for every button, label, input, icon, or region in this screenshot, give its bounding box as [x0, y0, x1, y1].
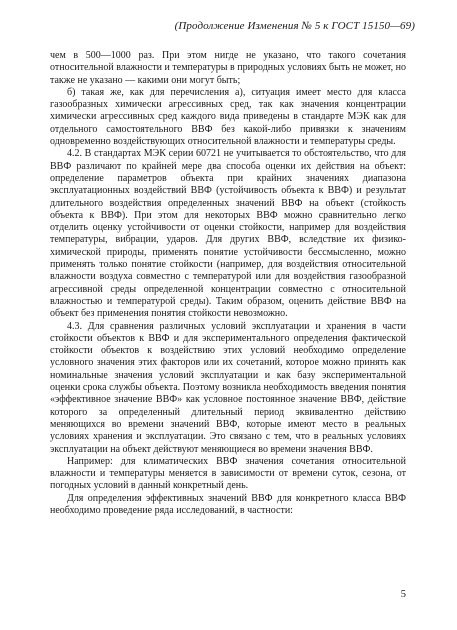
running-header: (Продолжение Изменения № 5 к ГОСТ 15150—69): [174, 20, 415, 32]
paragraph-4-2: 4.2. В стандартах МЭК серии 60721 не учитывается то обстоятельство, что для ВВФ различают по крайней мере два способа оценки их действия на объект: определение параметров объекта при крайних значениях диапазона эксплуатационных воздействий ВВФ (устойчивость объекта к ВВФ) и результат длительного воздействия определенных значений ВВФ на объект (стойкость объекта к ВВФ). При этом для некоторых ВВФ можно сравнительно легко отделить оценку устойчивости от оценки стойкости, например для воздействия температуры, вибрации, ударов. Для других ВВФ, вследствие их физико-химической природы, применять понятие устойчивости бессмысленно, можно применять только понятие стойкости (например, для воздействия относительной влажности воздуха совместно с температурой или для воздействия газообразной агрессивной среды определенной концентрации совместно с относительной влажностью и температурой среды). Таким образом, оценить действие ВВФ на объект без применения понятия стойкости невозможно.: [50, 148, 406, 320]
paragraph-research: Для определения эффективных значений ВВФ для конкретного класса ВВФ необходимо проведение ряда исследований, в частности:: [50, 492, 406, 516]
paragraph-example: Например: для климатических ВВФ значения сочетания относительной влажности и температуры меняется в зависимости от времени суток, сезона, от погодных условий в данный конкретный день.: [50, 455, 406, 492]
page-number: 5: [400, 589, 406, 600]
paragraph-continuation: чем в 500—1000 раз. При этом нигде не указано, что такого сочетания относительной влажности и температуры в природных условиях быть не может, но также не указано — какими они могут быть;: [50, 50, 406, 86]
document-body: [50, 50, 406, 517]
paragraph-item-b: б) такая же, как для перечисления а), ситуация имеет место для класса газообразных химически агрессивных сред, так как значения концентрации химически агрессивных сред каждого вида приведены в стандарте МЭК как для отдельного самостоятельного ВВФ без какой-либо привязки к значениям одновременно воздействующих относительной влажности и температуры среды.: [50, 86, 406, 148]
paragraph-4-3: 4.3. Для сравнения различных условий эксплуатации и хранения в части стойкости объектов к ВВФ и для экспериментального определения фактической стойкости объектов к воздействию этих условий необходимо определение условного значения этих факторов или их сочетаний, которое можно принять как номинальные значения условий эксплуатации и как базу экспериментальной оценки срока службы объекта. Поэтому возникла необходимость введения понятия «эффективное значение ВВФ» как условное постоянное значение ВВФ, действие которого за определенный длительный период эквивалентно действию меняющихся во времени значений ВВФ, которые имеют место в реальных условиях хранения и эксплуатации. Это связано с тем, что в реальных условиях эксплуатации на объект действуют меняющиеся во времени значения ВВФ.: [50, 320, 406, 455]
